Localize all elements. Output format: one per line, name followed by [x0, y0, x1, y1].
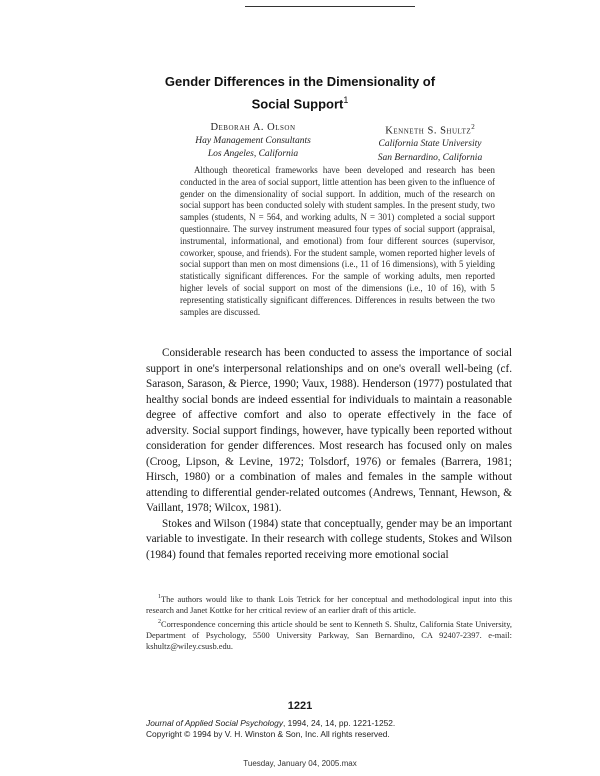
author-name: Deborah A. Olson — [210, 122, 296, 133]
author-block-2 — [350, 121, 510, 165]
abstract: Although theoretical frameworks have been developed and research has been conducted in the area of social support, little attention has been given to the influence of gender on the dimensionality of social support. In addition, much of the research on social support has been conducted solely with student samples. In the present study, two samples (students, N = 564, and working adults, N = 301) completed a social support questionnaire. The survey instrument measured four types of social support (appraisal, instrumental, informational, and emotional) from four different sources (supervisor, coworker, spouse, and friends). For the student sample, women reported higher levels of social support than men on most dimensions (i.e., 11 of 16 dimensions), with 5 yielding statistically significant differences. For the sample of working adults, men reported higher levels of social support on most of the dimensions (i.e., 10 of 16), with 5 representing statistically significant differences. Differences in results between the two samples are discussed. — [180, 165, 495, 317]
author-affiliation: Hay Management Consultants — [195, 135, 311, 146]
author-footnote-mark: 2 — [471, 123, 475, 131]
author-name: Kenneth S. Shultz — [385, 125, 472, 137]
footnote-2 — [146, 617, 512, 652]
print-stamp: Tuesday, January 04, 2005.max — [243, 759, 357, 768]
author-affiliation: California State University — [378, 139, 482, 149]
page-number: 1221 — [287, 700, 313, 712]
title-line-2: Social Support — [251, 96, 344, 112]
title-footnote-mark: 1 — [343, 95, 349, 105]
copyright-notice: Copyright © 1994 by V. H. Winston & Son, Inc. All rights reserved. — [146, 729, 390, 739]
footnote-text: The authors would like to thank Lois Tetrick for her conceptual and methodological input into this research and Janet Kottke for her critical review of an earlier draft of this article. — [146, 594, 512, 615]
article-title — [0, 72, 600, 113]
body-text — [146, 346, 512, 563]
journal-citation: , 1994, 24, 14, pp. 1221-1252. — [283, 718, 396, 728]
footnote-text: Correspondence concerning this article should be sent to Kenneth S. Shultz, California State University, Department of Psychology, 5500 University Parkway, San Bernardino, CA 92407-2397. e-mail: kshultz@wiley.csusb.edu. — [146, 620, 512, 651]
footnotes — [146, 592, 512, 654]
footnote-mark: 1 — [158, 594, 161, 600]
title-line-1: Gender Differences in the Dimensionality of — [164, 74, 436, 89]
journal-info — [146, 718, 512, 740]
footnote-mark: 2 — [158, 619, 161, 626]
author-location: San Bernardino, California — [377, 152, 483, 163]
header-rule — [245, 6, 415, 7]
author-block-1 — [168, 121, 338, 162]
footnote-1 — [146, 592, 512, 616]
body-paragraph-1: Considerable research has been conducted to assess the importance of social support in one's interpersonal relationships and on one's overall well-being (cf. Sarason, Sarason, & Pierce, 1990; Vaux, 1988). Henderson (1977) postulated that healthy social bonds are indeed essential for individuals to maintain a reasonable degree of affective comfort and also to operate effectively in the face of adversity. Social support findings, however, have typically been reported without consideration for gender differences. Most research has focused only on males (Croog, Lipson, & Levine, 1972; Tolsdorf, 1976) or females (Barrera, 1981; Hirsch, 1980) or a combination of males and females in the sample without attending to differential gender-related outcomes (Andrews, Tennant, Hewson, & Vaillant, 1978; Wilcox, 1981). — [146, 347, 512, 514]
body-paragraph-2: Stokes and Wilson (1984) state that conceptually, gender may be an important variable to investigate. In their research with college students, Stokes and Wilson (1984) found that females reported receiving more emotional social — [146, 517, 512, 561]
author-location: Los Angeles, California — [207, 149, 299, 159]
journal-name: Journal of Applied Social Psychology — [146, 718, 284, 728]
